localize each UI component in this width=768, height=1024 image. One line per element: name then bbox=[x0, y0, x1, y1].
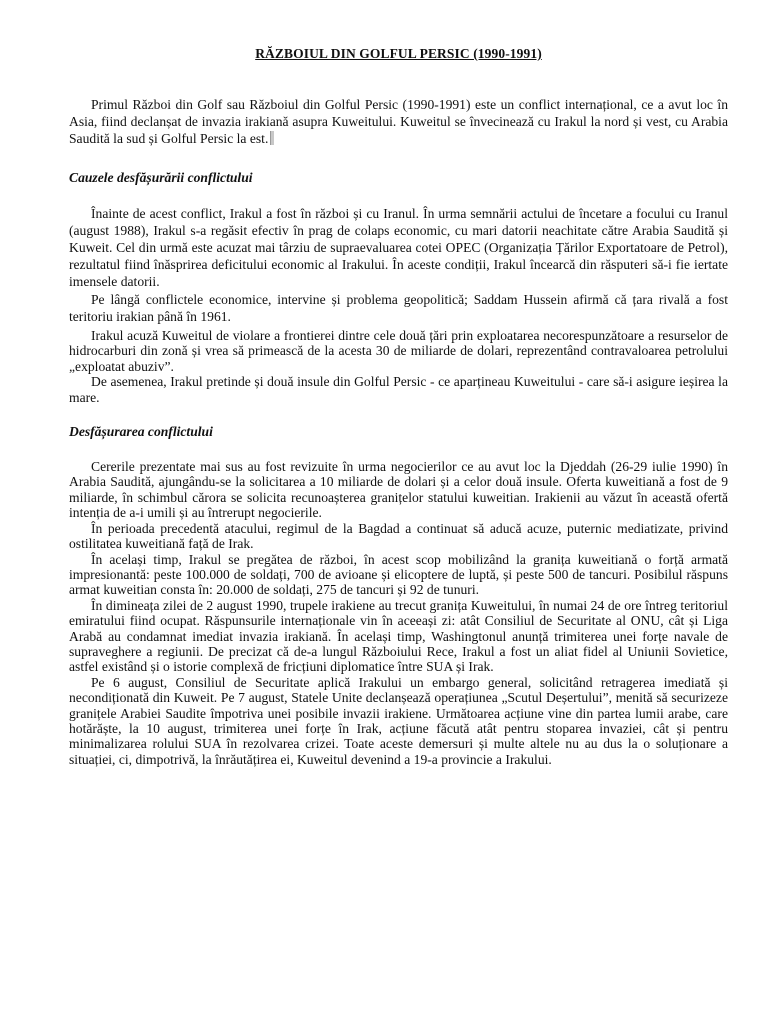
section-paragraph: În perioada precedentă atacului, regimul de la Bagdad a continuat să aducă acuze, puternic mediatizate, privind ostilitatea kuweitiană față de Irak. bbox=[69, 520, 728, 552]
intro-text: Primul Război din Golf sau Războiul din Golful Persic (1990-1991) este un conflict internațional, ce a avut loc în Asia, fiind declanșat de invazia irakiană asupra Kuweitului. Kuweitul se învecinează cu Irakul la nord și vest, cu Arabia Saudită la sud și Golful Persic la est. bbox=[69, 97, 728, 147]
document-page bbox=[69, 46, 728, 767]
section-course bbox=[69, 423, 728, 767]
document-title: RĂZBOIUL DIN GOLFUL PERSIC (1990-1991) bbox=[255, 46, 542, 61]
section-paragraph: În dimineața zilei de 2 august 1990, trupele irakiene au trecut granița Kuweitului, în numai 24 de ore întreg teritoriul emiratului fiind ocupat. Răspunsurile internaționale vin în aceeași zi: atât Consiliul de Securitate al ONU, cât și Liga Arabă au condamnat imediat invazia irakiană. În același timp, Washingtonul anunță trimiterea unei forțe navale de supraveghere a regiunii. De precizat că de-a lungul Războiului Rece, Irakul a fost un aliat fidel al Uniunii Sovietice, astfel existând și o istorie complexă de fricțiuni diplomatice între SUA și Irak. bbox=[69, 597, 728, 675]
section-paragraph: Pe lângă conflictele economice, intervine și problema geopolitică; Saddam Hussein afirmă că țara rivală a fost teritoriu irakian până în 1961. bbox=[69, 291, 728, 324]
intro-paragraph bbox=[69, 96, 728, 148]
section-causes bbox=[69, 169, 728, 405]
text-cursor-icon bbox=[270, 131, 274, 145]
section-paragraph: Irakul acuză Kuweitul de violare a frontierei dintre cele două țări prin exploatarea necorespunzătoare a resurselor de hidrocarburi din zonă și vrea să primească de la acesta 30 de miliarde de dolari, reprezentând contravaloarea petrolului „exploatat abuziv”. bbox=[69, 328, 728, 374]
section-paragraph: Cererile prezentate mai sus au fost revizuite în urma negocierilor ce au avut loc la Djeddah (26-29 iulie 1990) în Arabia Saudită, ajungându-se la solicitarea a 10 miliarde de dolari și a celor două insule. Oferta kuweitiană a fost de 9 miliarde, în schimbul cărora se solicita recunoașterea granițelor statului kuweitian. Irakienii au văzut în această ofertă intenția de a-i umili și au întrerupt negocierile. bbox=[69, 459, 728, 521]
section-paragraph: De asemenea, Irakul pretinde și două insule din Golful Persic - ce aparțineau Kuweitului - care să-i asigure ieșirea la mare. bbox=[69, 374, 728, 405]
section-heading: Desfășurarea conflictului bbox=[69, 424, 213, 440]
section-paragraph: Pe 6 august, Consiliul de Securitate aplică Irakului un embargo general, solicitând retragerea imediată și necondiționată din Kuweit. Pe 7 august, Statele Unite declanșează operațiunea „Scutul Deșertului”, menită să securizeze granițele Arabiei Saudite împotriva unei posibile invazii irakiene. Următoarea acțiune vine din partea lumii arabe, care hotărăște, la 10 august, trimiterea unei forțe în Irak, acțiune făcută atât pentru stoparea invaziei, cât și pentru minimalizarea rolului SUA în rezolvarea crizei. Toate aceste demersuri și multe altele nu au dus la o soluționare a situației, ci, dimpotrivă, la înrăutățirea ei, Kuweitul devenind a 19-a provincie a Irakului. bbox=[69, 674, 728, 767]
section-paragraph: Înainte de acest conflict, Irakul a fost în război și cu Iranul. În urma semnării actului de încetare a focului cu Iranul (august 1988), Irakul s-a regăsit efectiv în prag de colaps economic, cu mari datorii neachitate către Arabia Saudită și Kuweit. Cel din urmă este acuzat mai târziu de supraevaluarea cotei OPEC (Organizația Țărilor Exportatoare de Petrol), rezultatul fiind înăsprirea deficitului economic al Irakului. În aceste condiții, Irakul încearcă din răsputeri să-i fie iertate imensele datorii. bbox=[69, 205, 728, 290]
section-paragraph: În același timp, Irakul se pregătea de război, în acest scop mobilizând la granița kuweitiană o forță armată impresionantă: peste 100.000 de soldați, 700 de avioane și elicoptere de luptă, și peste 500 de tancuri. Posibilul răspuns armat kuweitian consta în: 20.000 de soldați, 275 de tancuri și 92 de tunuri. bbox=[69, 551, 728, 598]
section-heading: Cauzele desfășurării conflictului bbox=[69, 169, 253, 185]
